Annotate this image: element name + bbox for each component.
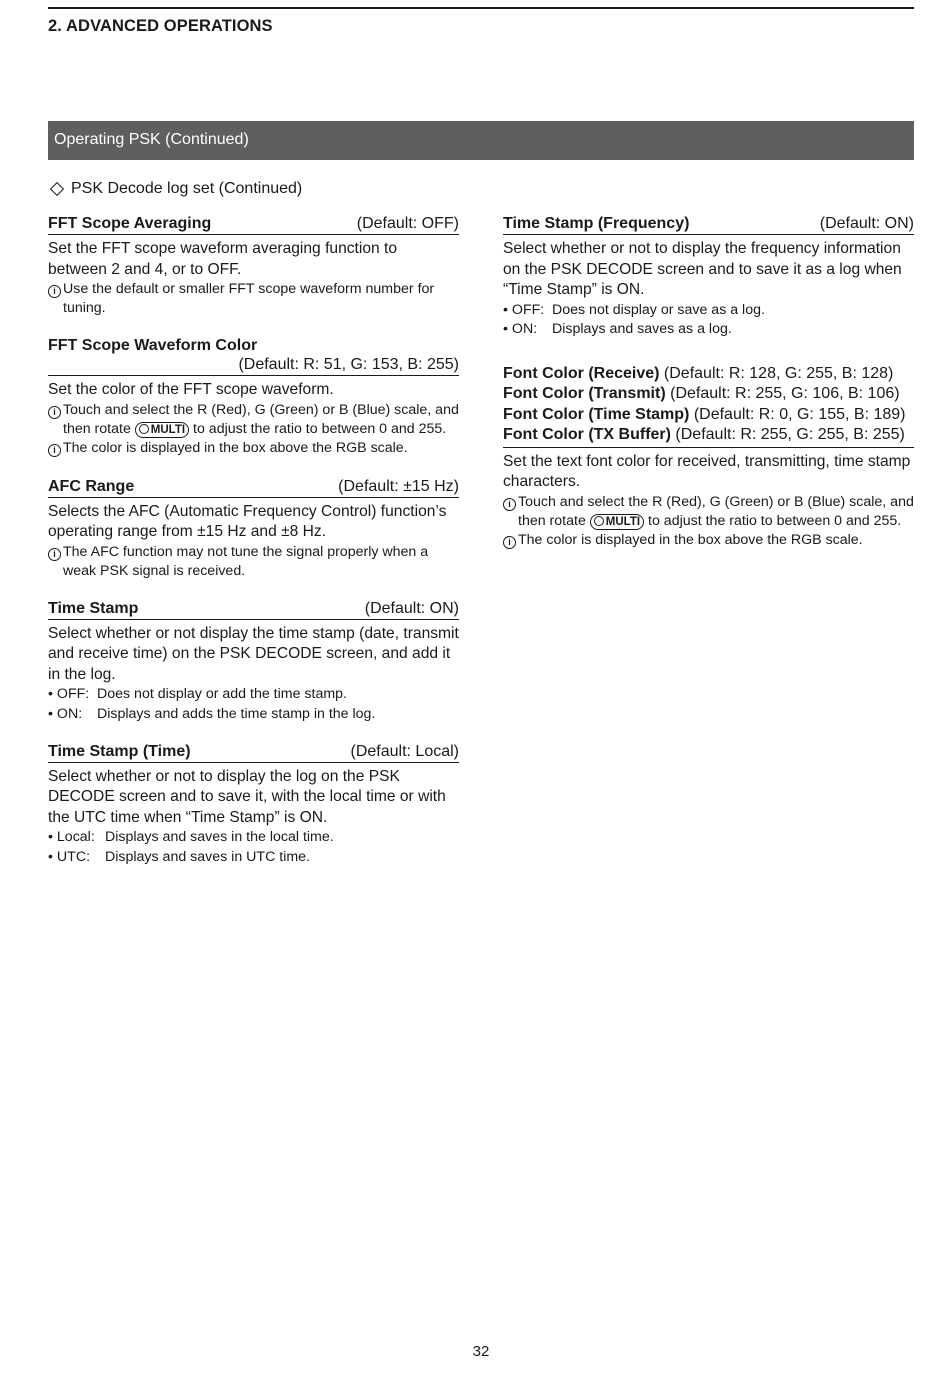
note-text: Touch and select the R (Red), G (Green) or B (Blue) scale, and then rotate bbox=[63, 401, 459, 438]
note-text: Use the default or smaller FFT scope waveform number for tuning. bbox=[63, 281, 435, 317]
bullet-item bbox=[48, 705, 459, 724]
item-heading bbox=[48, 477, 459, 498]
item-default: (Default: R: 128, G: 255, B: 128) bbox=[663, 364, 894, 382]
item-title: Time Stamp (Frequency) bbox=[503, 215, 690, 232]
item-default: (Default: ON) bbox=[819, 215, 914, 232]
item-title: Time Stamp (Time) bbox=[48, 742, 191, 760]
item-default: (Default: OFF) bbox=[356, 215, 459, 232]
item-heading bbox=[503, 214, 914, 235]
info-icon: i bbox=[503, 536, 516, 549]
item-title: Time Stamp bbox=[48, 599, 139, 617]
note-text: The color is displayed in the box above the RGB scale. bbox=[518, 532, 863, 549]
info-icon: i bbox=[48, 548, 61, 561]
item-heading bbox=[48, 599, 459, 620]
bullet-text: Displays and saves in the local time. bbox=[105, 829, 334, 846]
subsection-title: PSK Decode log set (Continued) bbox=[71, 180, 303, 197]
subsection-heading bbox=[48, 180, 302, 198]
item-title: Font Color (Transmit) bbox=[503, 385, 666, 403]
item-description: Select whether or not to display the frequency information on the PSK DECODE screen and to save it as a log when “Time Stamp” is ON. bbox=[503, 240, 902, 298]
chapter-title: 2. ADVANCED OPERATIONS bbox=[48, 17, 273, 35]
bullet-item bbox=[503, 301, 914, 320]
item-title: FFT Scope Waveform Color bbox=[48, 337, 258, 355]
bullet-text: Does not display or save as a log. bbox=[552, 301, 765, 318]
note-text: Touch and select the R (Red), G (Green) or B (Blue) scale, and then rotate bbox=[518, 493, 914, 530]
item-title: Font Color (Receive) bbox=[503, 364, 660, 382]
item-description: Set the FFT scope waveform averaging function to between 2 and 4, or to OFF. bbox=[48, 240, 398, 278]
item-note bbox=[503, 531, 914, 550]
bullet-text: Does not display or add the time stamp. bbox=[97, 686, 347, 703]
bullet-text: Displays and saves in UTC time. bbox=[105, 848, 310, 865]
item-heading bbox=[48, 336, 459, 376]
note-text: The AFC function may not tune the signal properly when a weak PSK signal is received. bbox=[63, 543, 429, 579]
font-color-receive bbox=[503, 364, 914, 385]
bullet-key: • Local: bbox=[48, 829, 95, 846]
item-heading bbox=[48, 742, 459, 763]
note-text: The color is displayed in the box above the RGB scale. bbox=[63, 440, 408, 457]
item-title: Font Color (TX Buffer) bbox=[503, 426, 671, 444]
item-default: (Default: R: 51, G: 153, B: 255) bbox=[238, 356, 459, 374]
bullet-key: • ON: bbox=[48, 705, 83, 722]
item-note bbox=[48, 543, 459, 581]
item-default: (Default: R: 255, G: 255, B: 255) bbox=[675, 426, 905, 444]
note-text: to adjust the ratio to between 0 and 255. bbox=[648, 513, 902, 530]
item-description: Set the text font color for received, transmitting, time stamp characters. bbox=[503, 452, 911, 491]
bullet-item bbox=[48, 685, 459, 704]
afc-range bbox=[48, 477, 459, 581]
note-text: to adjust the ratio to between 0 and 255. bbox=[193, 421, 447, 438]
bullet-key: • OFF: bbox=[48, 686, 90, 703]
bullet-item bbox=[48, 848, 459, 867]
section-banner bbox=[48, 121, 914, 160]
font-color-transmit bbox=[503, 384, 914, 405]
info-icon: i bbox=[48, 285, 61, 298]
item-default: (Default: ±15 Hz) bbox=[338, 477, 459, 495]
time-stamp bbox=[48, 599, 459, 724]
bullet-key: • ON: bbox=[503, 320, 538, 337]
item-note bbox=[503, 493, 914, 531]
multi-knob-icon: MULTI bbox=[135, 422, 189, 438]
item-heading bbox=[48, 214, 459, 235]
multi-knob-icon: MULTI bbox=[590, 514, 644, 530]
bullet-text: Displays and adds the time stamp in the log. bbox=[97, 705, 376, 722]
top-rule bbox=[48, 7, 914, 9]
bullet-item bbox=[48, 828, 459, 847]
item-note bbox=[48, 401, 459, 439]
time-stamp-frequency bbox=[503, 214, 914, 339]
info-icon: i bbox=[503, 498, 516, 511]
item-title: AFC Range bbox=[48, 477, 135, 495]
bullet-key: • OFF: bbox=[503, 301, 545, 318]
diamond-icon bbox=[50, 182, 64, 196]
bullet-item bbox=[503, 320, 914, 339]
item-description: Selects the AFC (Automatic Frequency Control) function’s operating range from ±15 Hz and ±8 Hz. bbox=[48, 502, 447, 541]
font-color-tx-buffer bbox=[503, 425, 914, 448]
item-default: (Default: ON) bbox=[364, 599, 459, 617]
item-description: Select whether or not to display the log on the PSK DECODE screen and to save it, with the local time or with the UTC time when “Time Stamp” is ON. bbox=[48, 767, 446, 826]
item-default: (Default: R: 255, G: 106, B: 106) bbox=[670, 385, 900, 403]
fft-scope-averaging bbox=[48, 214, 459, 318]
section-title: Operating PSK (Continued) bbox=[54, 131, 249, 148]
bullet-key: • UTC: bbox=[48, 848, 91, 865]
left-column bbox=[48, 214, 459, 885]
item-description: Select whether or not display the time stamp (date, transmit and receive time) on the PSK DECODE screen, and add it in the log. bbox=[48, 624, 459, 683]
item-default: (Default: R: 0, G: 155, B: 189) bbox=[693, 405, 906, 423]
item-title: FFT Scope Averaging bbox=[48, 215, 212, 232]
item-default: (Default: Local) bbox=[350, 742, 459, 760]
info-icon: i bbox=[48, 406, 61, 419]
time-stamp-time bbox=[48, 742, 459, 867]
bullet-text: Displays and saves as a log. bbox=[552, 320, 732, 337]
page-number: 32 bbox=[472, 1343, 490, 1360]
right-column bbox=[503, 214, 914, 569]
font-color-time-stamp bbox=[503, 405, 914, 426]
font-color bbox=[503, 364, 914, 551]
fft-scope-waveform-color bbox=[48, 336, 459, 458]
item-description: Set the color of the FFT scope waveform. bbox=[48, 381, 334, 399]
item-note bbox=[48, 280, 459, 318]
info-icon: i bbox=[48, 444, 61, 457]
item-note bbox=[48, 439, 459, 458]
item-title: Font Color (Time Stamp) bbox=[503, 405, 690, 423]
